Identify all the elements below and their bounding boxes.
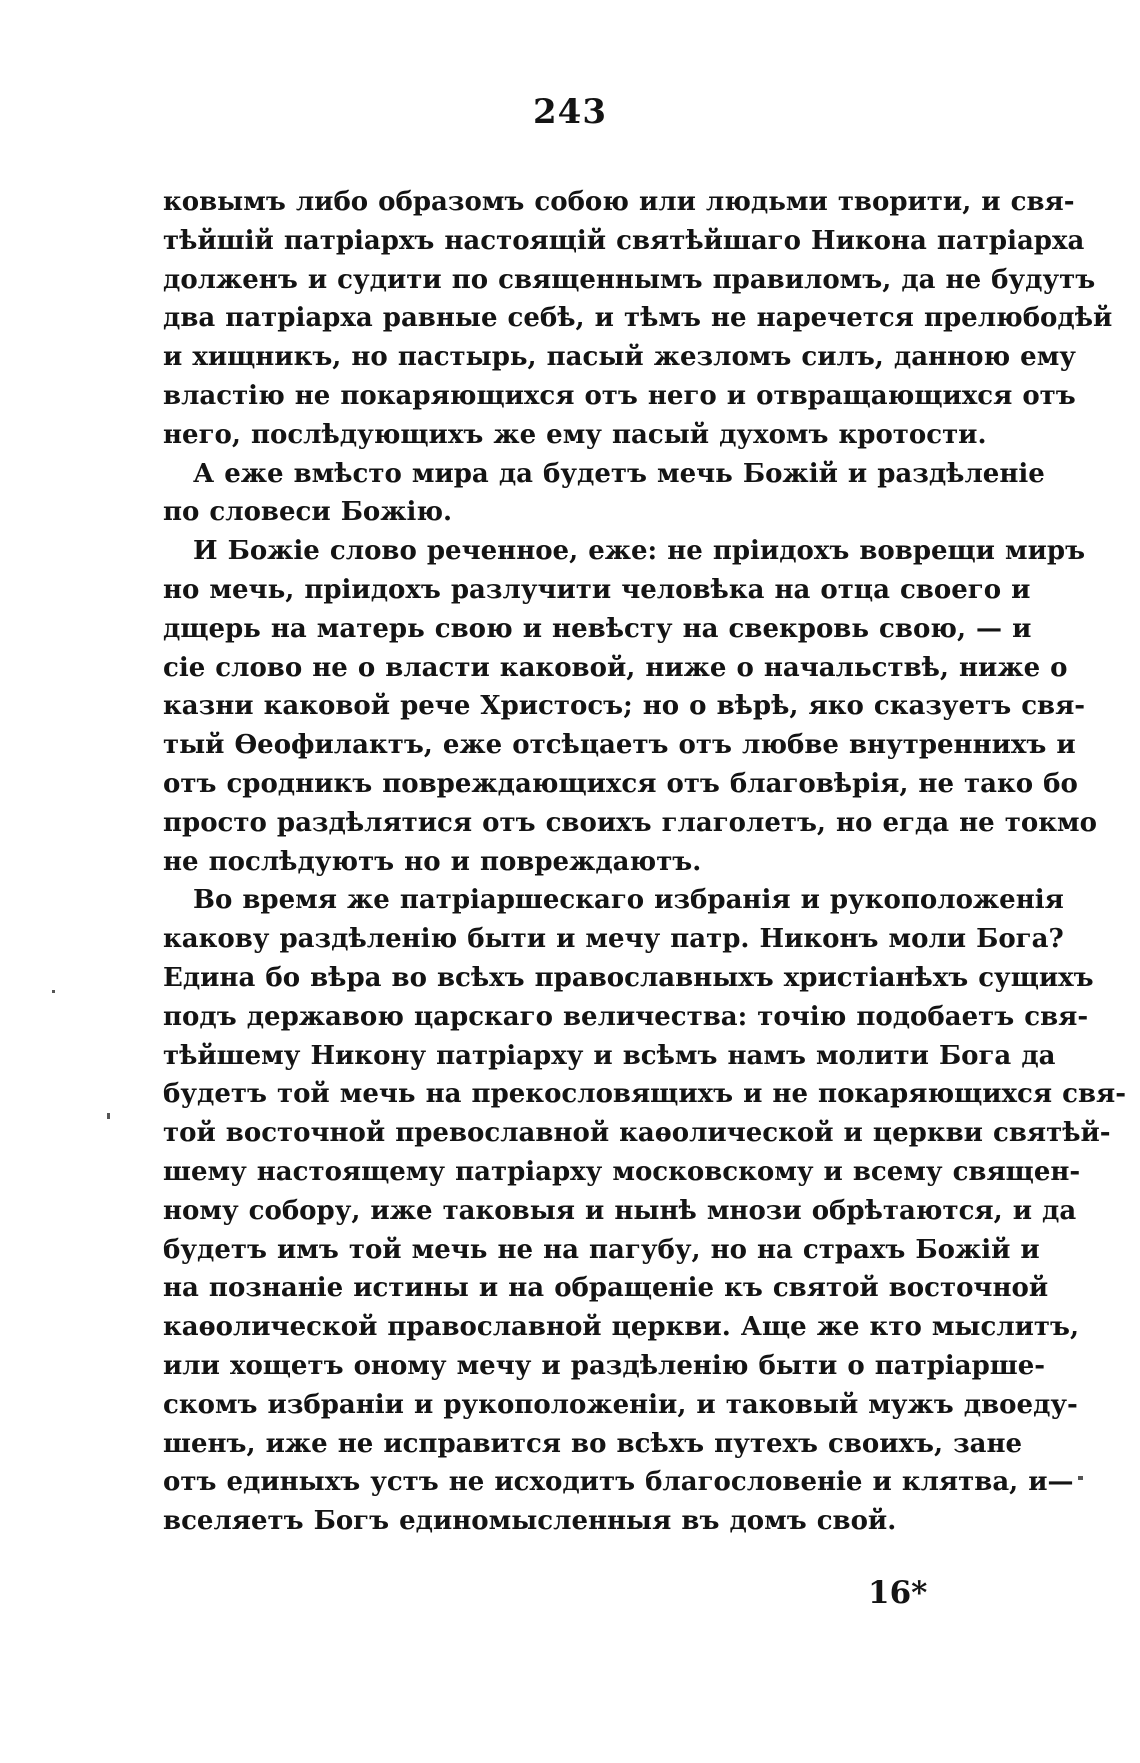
margin-speck <box>107 1113 110 1119</box>
text-line: А еже вмѣсто мира да будетъ мечь Божій и раздѣленіе <box>193 458 1045 489</box>
text-line: и хищникъ, но пастырь, пасый жезломъ силъ, данною ему <box>163 342 1076 373</box>
text-line: по словеси Божію. <box>163 497 453 528</box>
signature-mark: 16* <box>868 1575 928 1611</box>
text-line: шенъ, иже не исправится во всѣхъ путехъ своихъ, зане <box>163 1428 1023 1459</box>
margin-speck <box>1078 1476 1083 1480</box>
paragraph <box>163 183 1113 455</box>
text-line: тый Ѳеофилактъ, еже отсѣцаетъ отъ любве внутреннихъ и <box>163 730 1076 761</box>
text-line: отъ единыхъ устъ не исходитъ благословеніе и клятва, и— <box>163 1467 1074 1498</box>
text-line: на познаніе истины и на обращеніе къ святой восточной <box>163 1273 1049 1304</box>
text-line: каѳолической православной церкви. Аще же кто мыслитъ, <box>163 1312 1080 1343</box>
page-number: 243 <box>533 92 607 132</box>
text-line: будетъ имъ той мечь не на пагубу, но на страхъ Божій и <box>163 1234 1040 1265</box>
text-line: И Божіе слово реченное, еже: не пріидохъ воврещи миръ <box>193 536 1086 567</box>
text-line: скомъ избраніи и рукоположеніи, и таковый мужъ двоеду- <box>163 1389 1078 1420</box>
text-line: дщерь на матерь свою и невѣсту на свекровь свою, — и <box>163 613 1032 644</box>
paragraph <box>163 455 1045 533</box>
text-line: вселяетъ Богъ единомысленныя въ домъ свой. <box>163 1506 897 1537</box>
paragraph <box>163 532 1097 881</box>
text-line: какову раздѣленію быти и мечу патр. Никонъ моли Бога? <box>163 924 1064 955</box>
text-line: не послѣдуютъ но и повреждаютъ. <box>163 846 702 877</box>
text-line: ному собору, иже таковыя и нынѣ мнози обрѣтаются, и да <box>163 1195 1077 1226</box>
text-line: Едина бо вѣра во всѣхъ православныхъ христіанѣхъ сущихъ <box>163 962 1094 993</box>
text-line: тѣйшій патріархъ настоящій святѣйшаго Никона патріарха <box>163 225 1085 256</box>
text-line: тѣйшему Никону патріарху и всѣмъ намъ молити Бога да <box>163 1040 1056 1071</box>
text-line: просто раздѣлятися отъ своихъ глаголетъ, но егда не токмо <box>163 807 1097 838</box>
text-line: властію не покаряющихся отъ него и отвращающихся отъ <box>163 380 1076 411</box>
text-line: шему настоящему патріарху московскому и всему священ- <box>163 1156 1081 1187</box>
paragraph <box>163 881 1127 1541</box>
margin-speck <box>52 990 55 993</box>
text-line: отъ сродникъ повреждающихся отъ благовѣрія, не тако бо <box>163 768 1078 799</box>
text-line: Во время же патріаршескаго избранія и рукоположенія <box>193 885 1064 916</box>
text-line: но мечь, пріидохъ разлучити человѣка на отца своего и <box>163 574 1031 605</box>
body-text <box>163 183 1127 1541</box>
text-line: или хощетъ оному мечу и раздѣленію быти о патріарше- <box>163 1350 1046 1381</box>
text-line: казни каковой рече Христосъ; но о вѣрѣ, яко сказуетъ свя- <box>163 691 1086 722</box>
text-line: сіе слово не о власти каковой, ниже о начальствѣ, ниже о <box>163 652 1068 683</box>
text-line: два патріарха равные себѣ, и тѣмъ не наречется прелюбодѣй <box>163 303 1113 334</box>
text-line: него, послѣдующихъ же ему пасый духомъ кротости. <box>163 419 987 450</box>
text-line: той восточной превославной каѳолической и церкви святѣй- <box>163 1118 1111 1149</box>
text-line: долженъ и судити по священнымъ правиломъ, да не будутъ <box>163 264 1096 295</box>
text-line: ковымъ либо образомъ собою или людьми творити, и свя- <box>163 187 1075 217</box>
text-line: подъ державою царскаго величества: точію подобаетъ свя- <box>163 1001 1089 1032</box>
text-line: будетъ той мечь на прекословящихъ и не покаряющихся свя- <box>163 1079 1127 1110</box>
